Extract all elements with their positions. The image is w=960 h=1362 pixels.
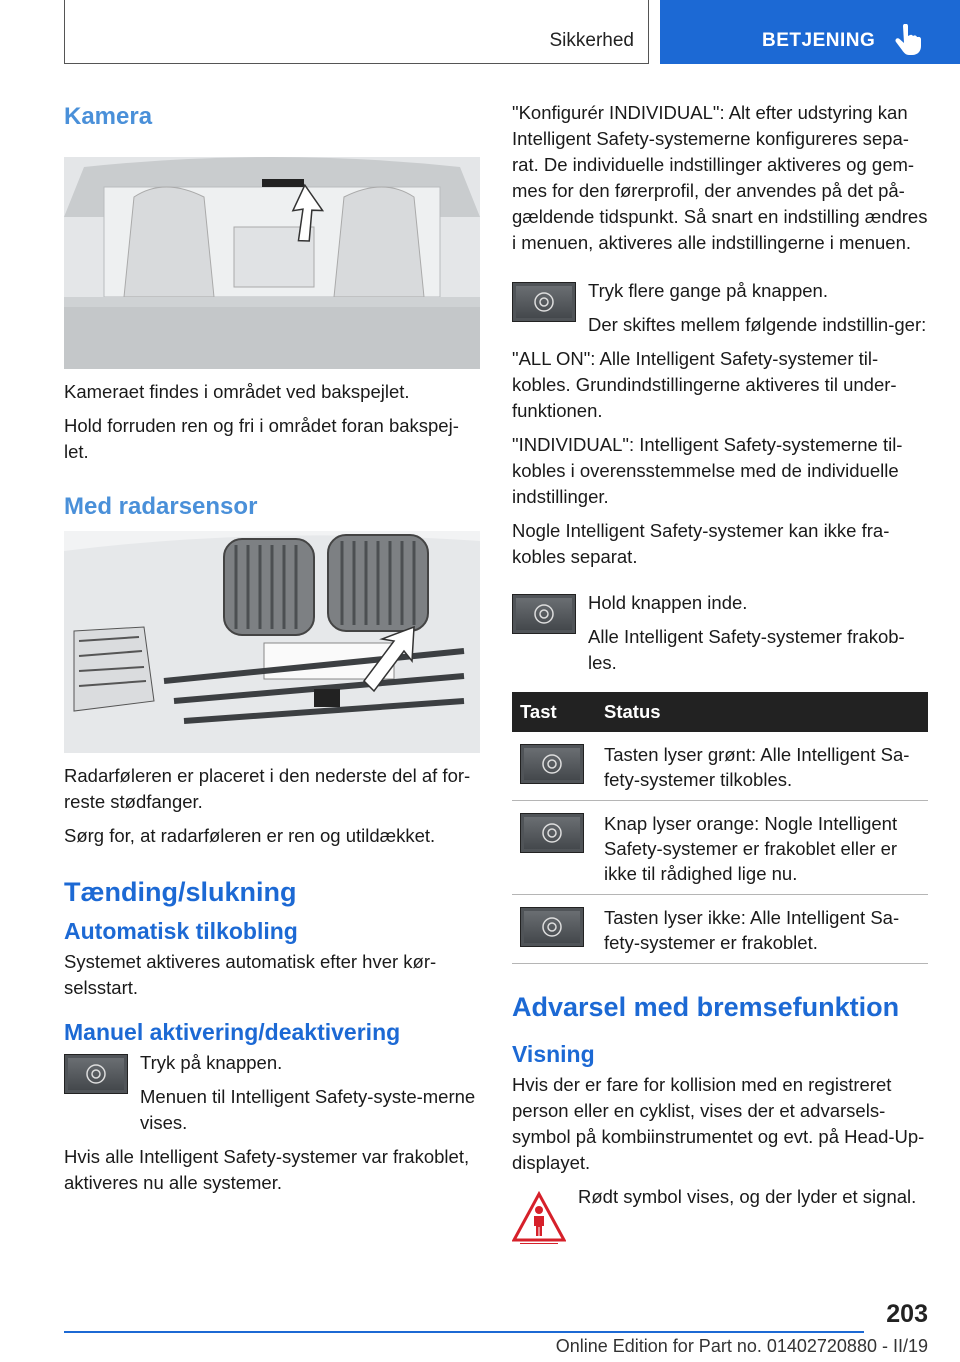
header-section-box	[64, 0, 649, 64]
status-cell: Tasten lyser grønt: Alle Intelligent Sa-fety-systemer tilkobles.	[596, 732, 928, 801]
visning-text: Hvis der er fare for kollision med en registreret person eller en cyklist, vises der et advarsels-symbol på kombiinstrumentet og evt. på Head-Up-displayet.	[512, 1074, 925, 1173]
multi-text-2: Der skiftes mellem følgende indstillin-ger:	[588, 314, 927, 335]
radar-text-1: Radarføleren er placeret i den nederste del af for-reste stødfanger.	[64, 765, 471, 812]
header-chapter-box	[660, 0, 960, 64]
camera-photo	[64, 157, 480, 369]
auto-heading: Automatisk tilkobling	[64, 918, 298, 944]
hold-text-2: Alle Intelligent Safety-systemer frakob-les.	[588, 626, 905, 673]
warning-symbol-row	[512, 1184, 928, 1250]
status-table	[512, 692, 928, 964]
header-section-title: Sikkerhed	[549, 30, 634, 51]
safety-icon	[541, 916, 563, 938]
radar-heading: Med radarsensor	[64, 493, 258, 520]
safety-icon	[541, 822, 563, 844]
table-header-key: Tast	[512, 692, 596, 732]
table-row	[512, 801, 928, 895]
table-header-row	[512, 692, 928, 732]
hand-pointer-icon	[893, 24, 921, 56]
status-cell: Knap lyser orange: Nogle Intelligent Safety-systemer er frakoblet eller er ikke til rådighed lige nu.	[596, 801, 928, 895]
press-text-1: Tryk på knappen.	[140, 1052, 283, 1073]
visning-heading: Visning	[512, 1041, 595, 1067]
hold-press-row	[512, 590, 928, 676]
warning-heading: Advarsel med bremsefunktion	[512, 992, 900, 1022]
ignition-heading: Tænding/slukning	[64, 877, 297, 907]
camera-text-1: Kameraet findes i området ved bakspejlet.	[64, 381, 410, 402]
some-text: Nogle Intelligent Safety-systemer kan ikke fra-kobles separat.	[512, 520, 890, 567]
safety-button-image	[520, 813, 584, 853]
safety-icon	[533, 291, 555, 313]
press-text-2: Menuen til Intelligent Safety-syste-merne vises.	[140, 1086, 476, 1133]
all-off-text: Hvis alle Intelligent Safety-systemer var frakoblet, aktiveres nu alle systemer.	[64, 1146, 470, 1193]
camera-heading: Kamera	[64, 103, 153, 130]
auto-text: Systemet aktiveres automatisk efter hver kør-selsstart.	[64, 951, 437, 998]
table-header-status: Status	[596, 692, 928, 732]
safety-button-image	[512, 594, 576, 634]
radar-photo	[64, 531, 480, 753]
car-interior-illustration	[64, 157, 480, 369]
manual-heading: Manuel aktivering/deaktivering	[64, 1019, 401, 1045]
config-text: "Konfigurér INDIVIDUAL": Alt efter udstyring kan Intelligent Safety-systemerne konfigureres sepa-rat. De individuelle indstillinger aktiveres og gem-mes for den førerprofil, der anvendes på det på-gældende tidspunkt. Så snart en indstilling ændres i menuen, aktiveres alle indstillingerne i menuen.	[512, 102, 928, 253]
red-symbol-text: Rødt symbol vises, og der lyder et signal.	[578, 1186, 917, 1207]
header-chapter-title: BETJENING	[762, 30, 876, 51]
status-cell: Tasten lyser ikke: Alle Intelligent Sa-fety-systemer er frakoblet.	[596, 895, 928, 964]
left-column	[64, 95, 480, 1204]
camera-text-2: Hold forruden ren og fri i området foran bakspej-let.	[64, 415, 459, 462]
edition-text: Online Edition for Part no. 01402720880 - II/19	[555, 1336, 928, 1356]
safety-icon	[541, 753, 563, 775]
right-column	[512, 100, 928, 1250]
individual-text: "INDIVIDUAL": Intelligent Safety-systemerne til-kobles i overensstemmelse med de individuelle indstillinger.	[512, 434, 903, 507]
page-number: 203	[886, 1300, 928, 1328]
bumper-illustration	[64, 531, 480, 753]
hold-text-1: Hold knappen inde.	[588, 592, 748, 613]
footer-divider	[64, 1331, 864, 1333]
table-row	[512, 895, 928, 964]
safety-icon	[85, 1063, 107, 1085]
table-row	[512, 732, 928, 801]
safety-button-image	[520, 907, 584, 947]
multi-press-row	[512, 278, 928, 338]
press-button-row	[64, 1050, 480, 1136]
safety-icon	[533, 603, 555, 625]
all-on-text: "ALL ON": Alle Intelligent Safety-systemer til-kobles. Grundindstillingerne aktiveres til under-funktionen.	[512, 348, 897, 421]
safety-button-image	[64, 1054, 128, 1094]
multi-text-1: Tryk flere gange på knappen.	[588, 280, 828, 301]
safety-button-image	[520, 744, 584, 784]
pedestrian-warning-icon	[512, 1190, 566, 1244]
radar-text-2: Sørg for, at radarføleren er ren og utildækket.	[64, 825, 436, 846]
safety-button-image	[512, 282, 576, 322]
